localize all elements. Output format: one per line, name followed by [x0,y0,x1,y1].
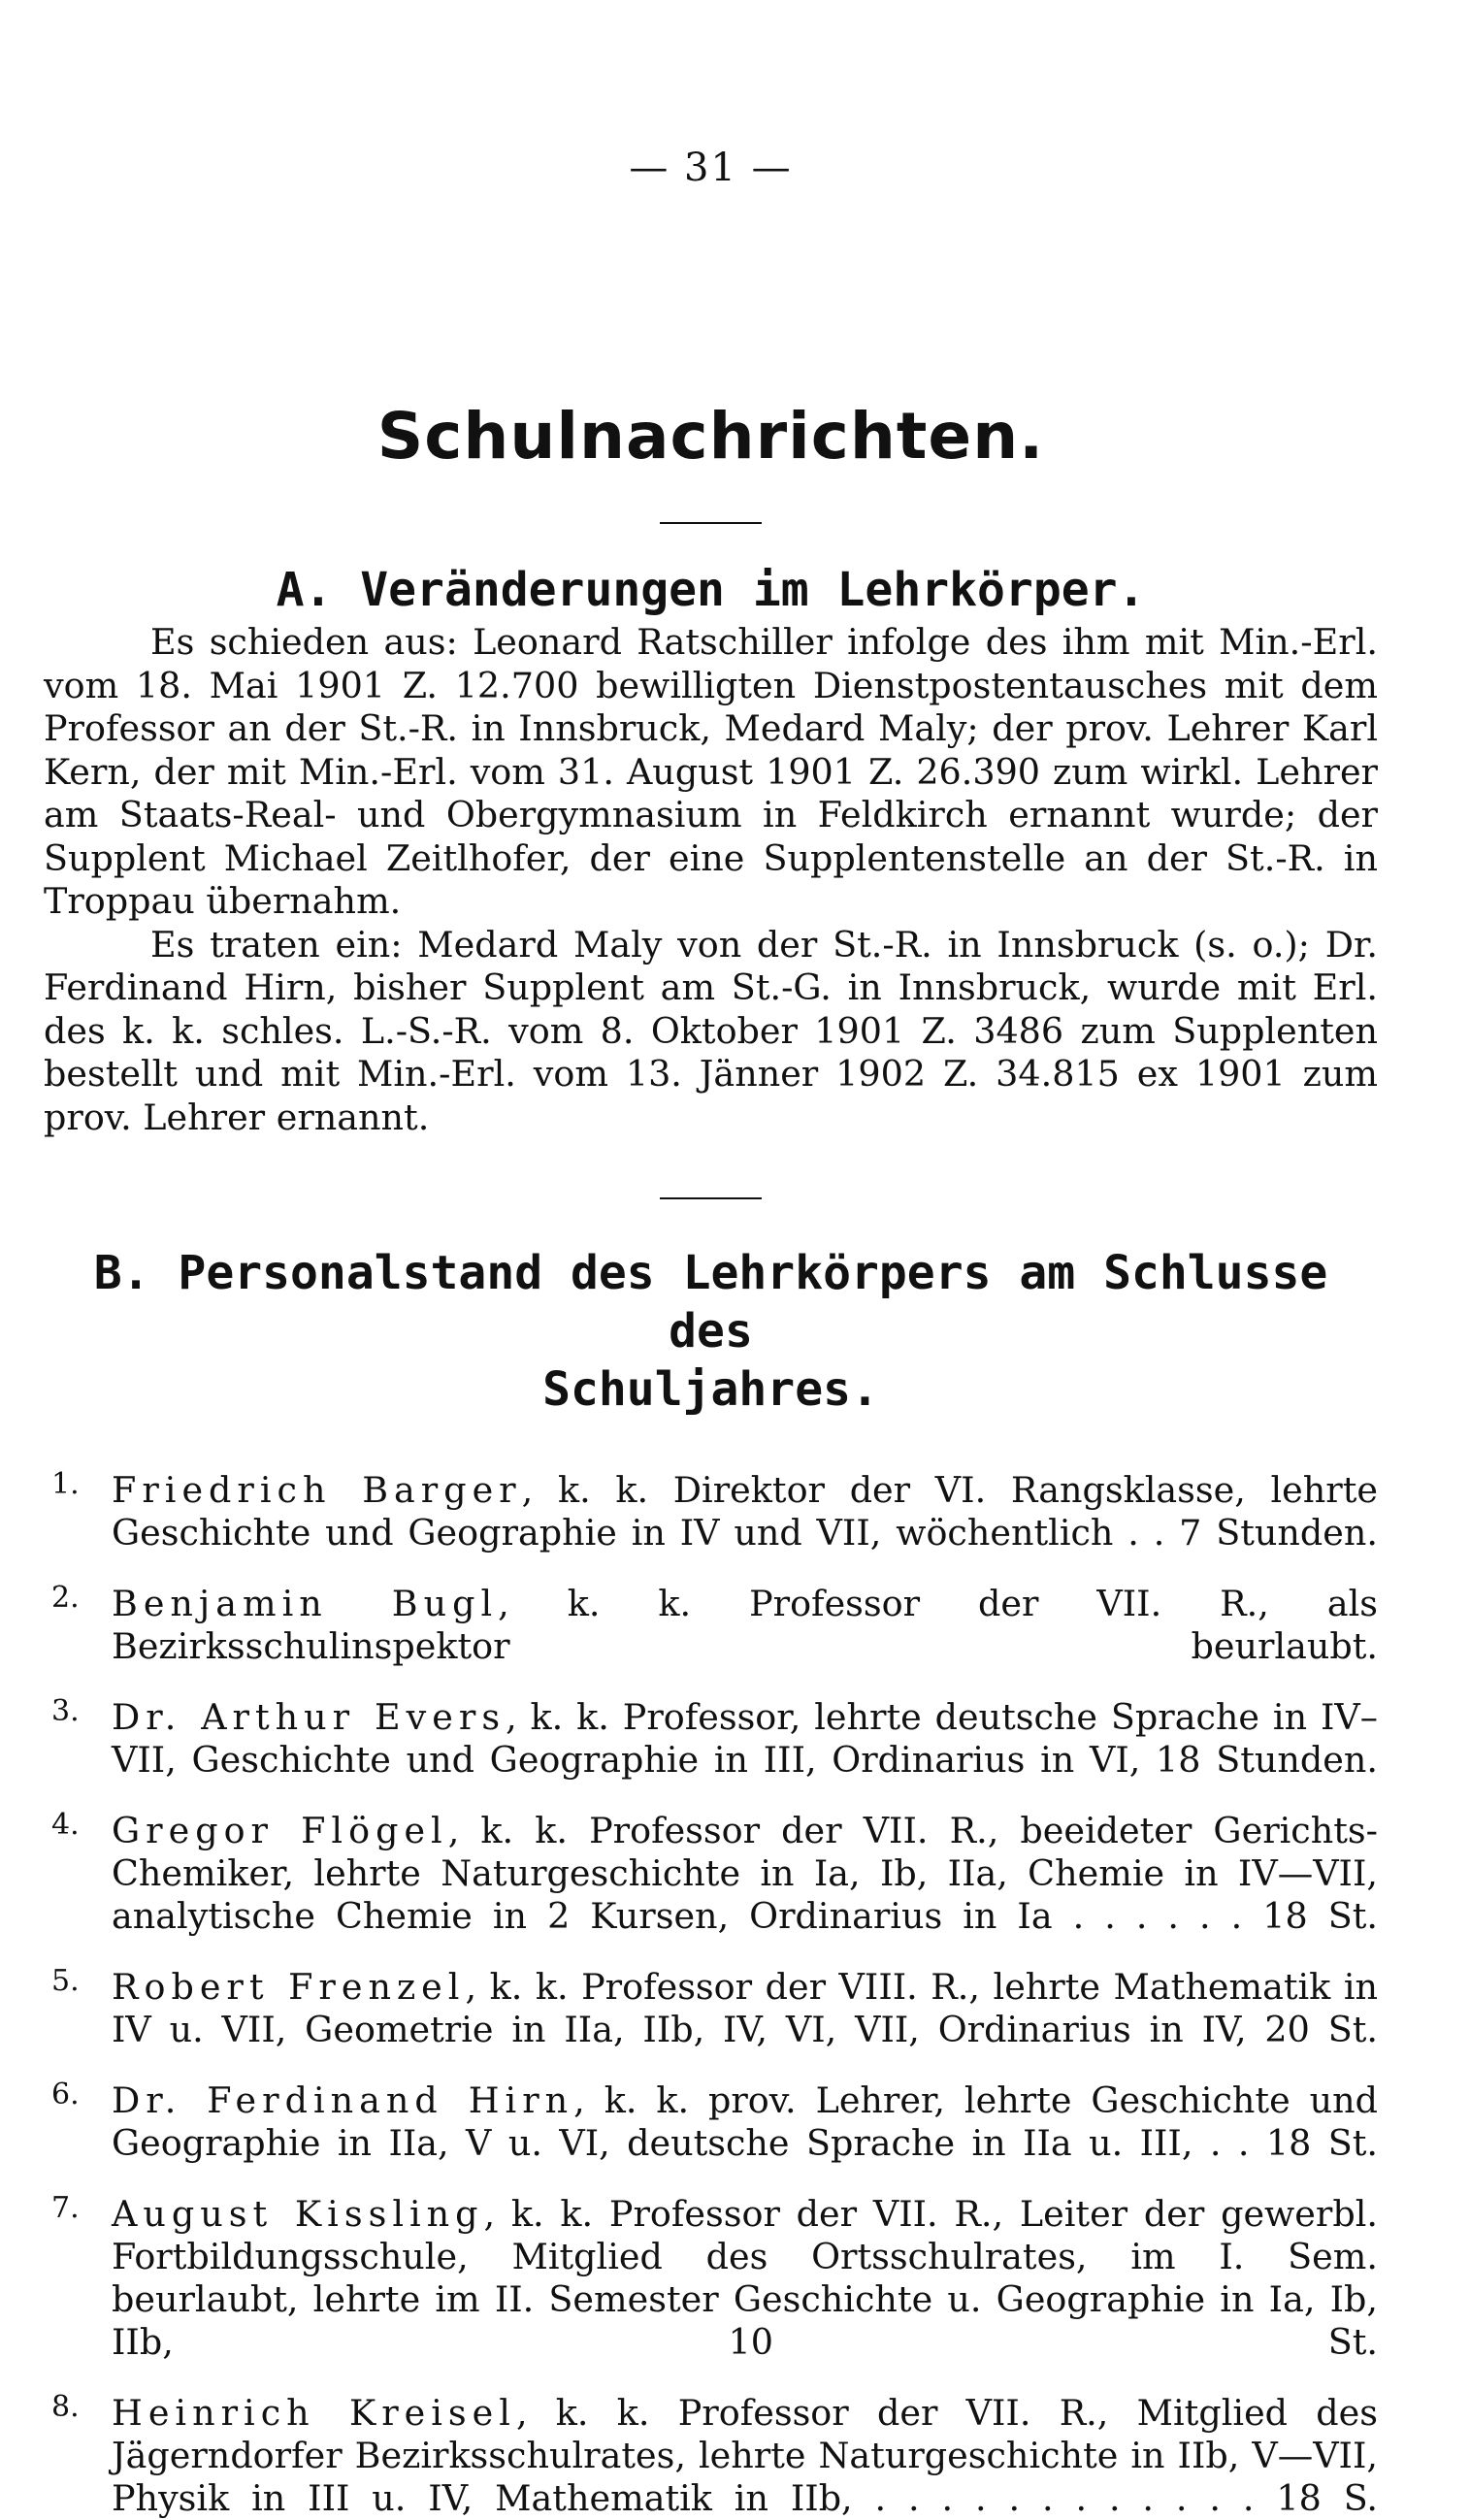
staff-details: , k. k. Professor der VII. R., als Bezirksschulinspektor beurlaubt. [112,1583,1378,1667]
list-item [44,2193,1378,2364]
staff-name: Benjamin Bugl [112,1583,499,1624]
page-number: — 31 — [629,146,793,190]
staff-name: Heinrich Kreisel [112,2392,516,2434]
list-item [44,1966,1378,2051]
staff-list [44,1469,1378,2520]
staff-name: Robert Frenzel [112,1966,466,2008]
staff-details: , k. k. Professor der VIII. R., lehrte Mathematik in IV u. VII, Geometrie in IIa, IIb, IV, VI, VII, Ordinarius in IV, 20 St. [112,1966,1378,2050]
paragraph-departures: Es schieden aus: Leonard Ratschiller infolge des ihm mit Min.-Erl. vom 18. Mai 1901 Z. 12.700 bewilligten Dienstpostentausches mit dem Professor an der St.-R. in Innsbruck, Medard Maly; der prov. Lehrer Karl Kern, der mit Min.-Erl. vom 31. August 1901 Z. 26.390 zum wirkl. Lehrer am Staats-Real- und Obergymnasium in Feldkirch ernannt wurde; der Supplent Michael Zeitlhofer, der eine Supplentenstelle an der St.-R. in Troppau übernahm. [44,621,1378,922]
staff-name: Dr. Ferdinand Hirn [112,2079,574,2121]
page-title: Schulnachrichten. [376,399,1045,474]
list-item [44,2392,1378,2520]
staff-details: , k. k. Professor der VII. R., Mitglied des Jägerndorfer Bezirksschulrates, lehrte Naturgeschichte in IIb, V—VII, Physik in III u. IV, Mathematik in IIb, . . . . . . . . . . . . 18 S. [112,2392,1378,2519]
section-a [44,561,1378,1139]
item-number: 4. [51,1808,80,1842]
section-b-heading [44,1244,1378,1419]
item-number: 3. [51,1694,80,1728]
item-number: 7. [51,2191,80,2225]
staff-details: , k. k. Professor der VII. R., beeideter Gerichts-Chemiker, lehrte Naturgeschichte in Ia, Ib, IIa, Chemie in IV—VII, analytische Chemie in 2 Kursen, Ordinarius in Ia . . . . . . 18 St. [112,1810,1378,1937]
list-item [44,2079,1378,2165]
staff-name: August Kissling [112,2193,484,2235]
staff-details: , k. k. Professor der VII. R., Leiter der gewerbl. Fortbildungsschule, Mitglied des Ortsschulrates, im I. Sem. beurlaubt, lehrte im II. Semester Geschichte u. Geographie in Ia, Ib, IIb, 10 St. [112,2193,1378,2363]
item-number: 8. [51,2390,80,2424]
item-number: 1. [51,1467,80,1501]
divider [660,522,762,524]
item-number: 2. [51,1581,80,1615]
section-b-heading-line-1: B. Personalstand des Lehrkörpers am Schlusse des [93,1246,1328,1358]
item-number: 6. [51,2078,80,2111]
list-item [44,1583,1378,1668]
staff-details: , k. k. prov. Lehrer, lehrte Geschichte und Geographie in IIa, V u. VI, deutsche Sprache in IIa u. III, . . 18 St. [112,2079,1378,2164]
section-b-heading-line-2: Schuljahres. [542,1362,879,1417]
list-item [44,1469,1378,1555]
section-a-heading: A. Veränderungen im Lehrkörper. [276,563,1146,617]
staff-details: , k. k. Professor, lehrte deutsche Sprache in IV–VII, Geschichte und Geographie in III, Ordinarius in VI, 18 Stunden. [112,1696,1378,1781]
divider [660,1197,762,1199]
section-b [44,1244,1378,2520]
list-item [44,1810,1378,1938]
staff-name: Gregor Flögel [112,1810,448,1851]
paragraph-arrivals: Es traten ein: Medard Maly von der St.-R. in Innsbruck (s. o.); Dr. Ferdinand Hirn, bisher Supplent am St.-G. in Innsbruck, wurde mit Erl. des k. k. schles. L.-S.-R. vom 8. Oktober 1901 Z. 3486 zum Supplenten bestellt und mit Min.-Erl. vom 13. Jänner 1902 Z. 34.815 ex 1901 zum prov. Lehrer ernannt. [44,923,1378,1138]
staff-details: , k. k. Direktor der VI. Rangsklasse, lehrte Geschichte und Geographie in IV und VII, wöchentlich . . 7 Stunden. [112,1469,1378,1554]
list-item [44,1696,1378,1782]
staff-name: Dr. Arthur Evers [112,1696,506,1738]
staff-name: Friedrich Barger [112,1469,522,1511]
item-number: 5. [51,1964,80,1998]
